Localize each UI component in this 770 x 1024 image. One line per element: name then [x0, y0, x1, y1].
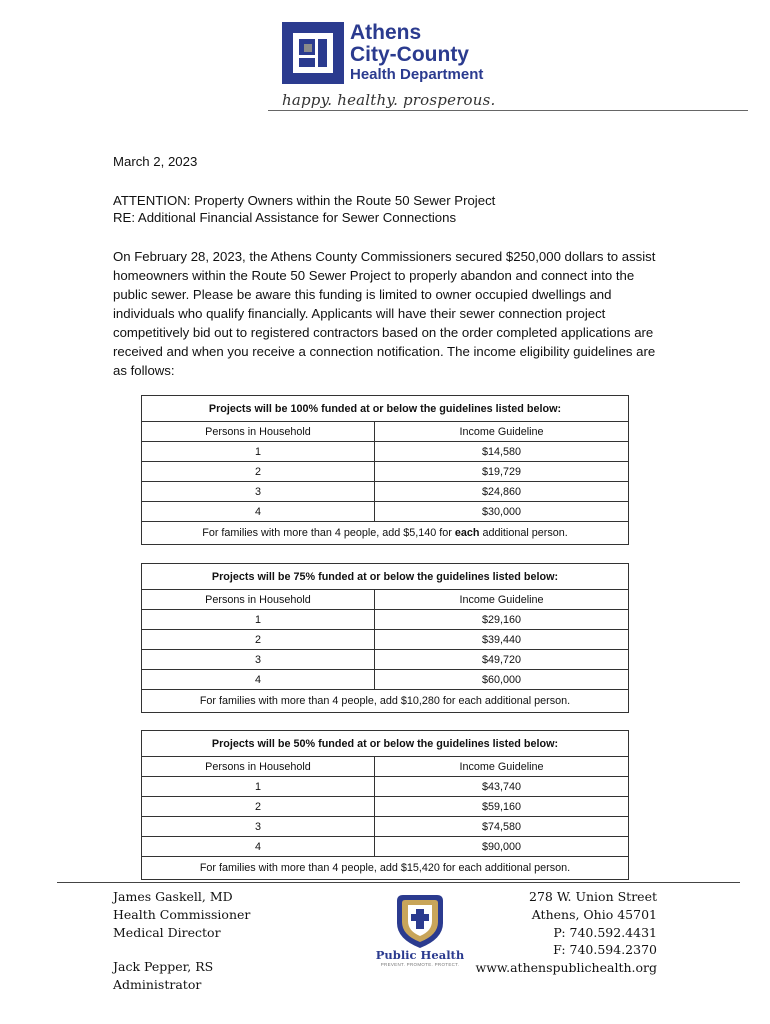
table-row [142, 502, 629, 522]
footer-signatories [113, 888, 250, 994]
health-department-logo [282, 22, 502, 84]
column-header-income: Income Guideline [375, 757, 629, 777]
column-header-income: Income Guideline [375, 590, 629, 610]
column-header-persons: Persons in Household [142, 590, 375, 610]
signatory-title: Administrator [113, 977, 202, 993]
table-row [142, 837, 629, 857]
income-cell: $74,580 [375, 817, 629, 837]
subject-line: RE: Additional Financial Assistance for Sewer Connections [113, 210, 457, 225]
persons-cell: 3 [142, 650, 375, 670]
tagline: happy. healthy. prosperous. [282, 91, 496, 109]
body-paragraph: On February 28, 2023, the Athens County Commissioners secured $250,000 dollars to assist homeowners within the Route 50 Sewer Project to properly abandon and connect into the public sewer. Please be aware this funding is limited to owner occupied dwellings and individuals who qualify financially. Applicants will have their sewer connection project competitively bid out to registered contractors based on the order completed applications are received and when you receive a connection notification. The income eligibility guidelines are as follows: [113, 249, 656, 378]
persons-cell: 2 [142, 462, 375, 482]
footnote-text-end: additional person. [479, 527, 568, 539]
income-cell: $49,720 [375, 650, 629, 670]
table-title: Projects will be 50% funded at or below the guidelines listed below: [142, 731, 629, 757]
header-divider [268, 110, 748, 111]
signatory-title: Medical Director [113, 924, 221, 940]
signatory-name: James Gaskell, MD [113, 889, 233, 904]
table-row [142, 797, 629, 817]
persons-cell: 2 [142, 797, 375, 817]
table-row [142, 630, 629, 650]
income-cell: $59,160 [375, 797, 629, 817]
footnote-text-start: For families with more than 4 people, add $5,140 for [202, 527, 455, 539]
persons-cell: 3 [142, 817, 375, 837]
persons-cell: 2 [142, 630, 375, 650]
income-cell: $90,000 [375, 837, 629, 857]
persons-cell: 4 [142, 502, 375, 522]
logo-line-2: City-County [350, 43, 469, 66]
income-cell: $39,440 [375, 630, 629, 650]
column-header-income: Income Guideline [375, 422, 629, 442]
income-cell: $24,860 [375, 482, 629, 502]
public-health-wordmark [375, 948, 465, 967]
income-table-75-percent [141, 563, 629, 713]
income-cell: $30,000 [375, 502, 629, 522]
column-header-persons: Persons in Household [142, 757, 375, 777]
table-row [142, 610, 629, 630]
logo-wordmark [350, 22, 483, 84]
table-footnote: For families with more than 4 people, add $10,280 for each additional person. [142, 690, 629, 713]
persons-cell: 3 [142, 482, 375, 502]
persons-cell: 1 [142, 777, 375, 797]
persons-cell: 4 [142, 670, 375, 690]
income-cell: $43,740 [375, 777, 629, 797]
table-row [142, 650, 629, 670]
signatory-name: Jack Pepper, RS [113, 959, 214, 975]
logo-mark-icon [282, 22, 344, 84]
logo-line-1: Athens [350, 21, 422, 44]
letter-date: March 2, 2023 [113, 154, 198, 169]
table-footnote: For families with more than 4 people, add $15,420 for each additional person. [142, 857, 629, 880]
logo-line-3: Health Department [350, 66, 484, 83]
table-row [142, 482, 629, 502]
footer-contact [476, 888, 657, 977]
column-header-persons: Persons in Household [142, 422, 375, 442]
table-title: Projects will be 100% funded at or below the guidelines listed below: [142, 396, 629, 422]
public-health-tagline: PREVENT. PROMOTE. PROTECT. [380, 962, 460, 967]
signatory-title: Health Commissioner [113, 906, 251, 922]
attention-line: ATTENTION: Property Owners within the Route 50 Sewer Project [113, 193, 496, 208]
street-address: 278 W. Union Street [529, 889, 657, 904]
footer-divider [57, 882, 740, 883]
income-cell: $14,580 [375, 442, 629, 462]
table-row [142, 817, 629, 837]
phone-number: P: 740.592.4431 [553, 924, 657, 940]
table-footnote [142, 522, 629, 545]
table-row [142, 670, 629, 690]
table-row [142, 777, 629, 797]
footnote-emphasis: each [454, 527, 480, 539]
income-cell: $19,729 [375, 462, 629, 482]
public-health-name: Public Health [375, 948, 465, 962]
fax-number: F: 740.594.2370 [553, 942, 657, 958]
income-cell: $29,160 [375, 610, 629, 630]
table-title: Projects will be 75% funded at or below the guidelines listed below: [142, 564, 629, 590]
table-row [142, 462, 629, 482]
table-row [142, 442, 629, 462]
income-cell: $60,000 [375, 670, 629, 690]
income-table-50-percent [141, 730, 629, 880]
city-state-zip: Athens, Ohio 45701 [531, 906, 657, 922]
persons-cell: 1 [142, 442, 375, 462]
persons-cell: 4 [142, 837, 375, 857]
persons-cell: 1 [142, 610, 375, 630]
income-table-100-percent [141, 395, 629, 545]
website-link[interactable]: www.athenspublichealth.org [475, 960, 657, 976]
